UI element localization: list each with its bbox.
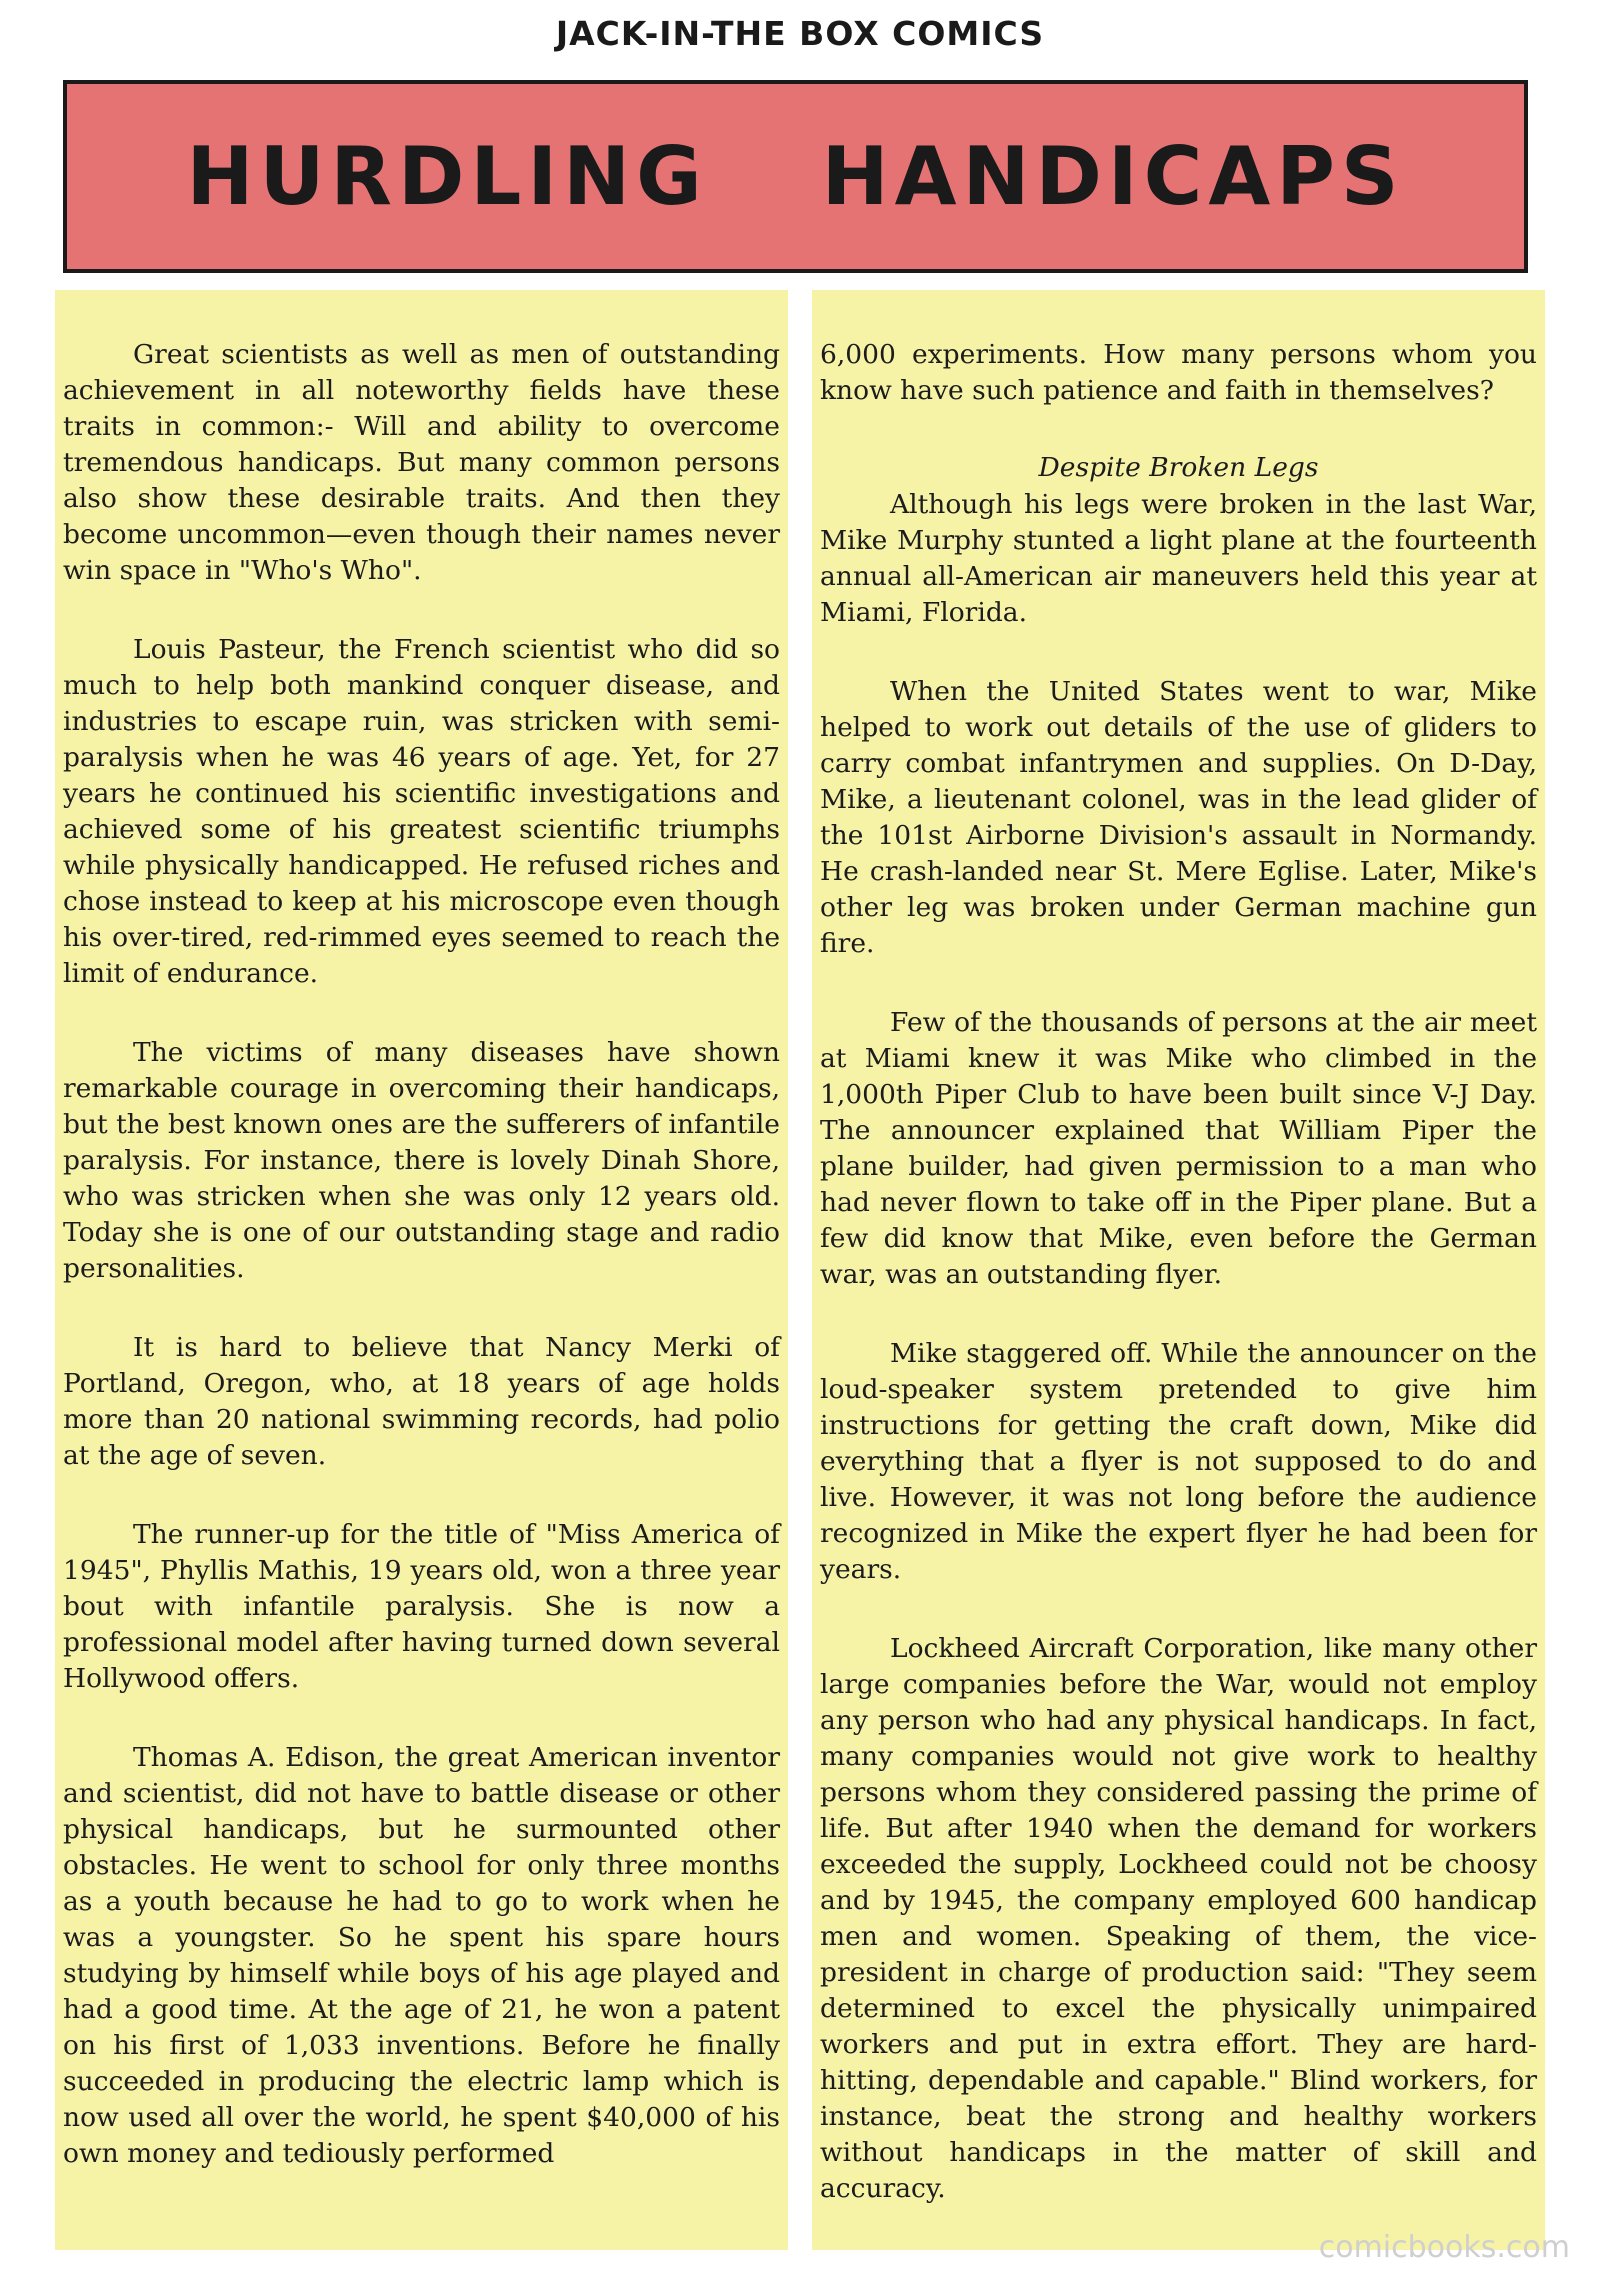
paragraph-phyllis-mathis: The runner-up for the title of "Miss America of 1945", Phyllis Mathis, 19 years old, won a three year bout with infantile paralysis. She is now a professional model after having turned down several Hollywood offers. [63, 1519, 780, 1694]
left-text-column [55, 290, 788, 2250]
paragraph-intro: Great scientists as well as men of outstanding achievement in all noteworthy fields have these traits in common:- Will and ability to overcome tremendous handicaps. But many common persons also show these desirable traits. And then they become uncommon—even though their names never win space in "Who's Who". [63, 339, 780, 586]
paragraph-pasteur: Louis Pasteur, the French scientist who did so much to help both mankind conquer disease, and industries to escape ruin, was stricken with semi-paralysis when he was 46 years of age. Yet, for 27 years he continued his scientific investigations and achieved some of his greatest scientific triumphs while physically handicapped. He refused riches and chose instead to keep at his microscope even though his over-tired, red-rimmed eyes seemed to reach the limit of endurance. [63, 634, 780, 989]
paragraph-infantile-paralysis: The victims of many diseases have shown remarkable courage in overcoming their handicaps, but the best known ones are the sufferers of infantile paralysis. For instance, there is lovely Dinah Shore, who was stricken when she was only 12 years old. Today she is one of our outstanding stage and radio personalities. [63, 1037, 780, 1284]
paragraph-air-meet: Few of the thousands of persons at the air meet at Miami knew it was Mike who climbed in the 1,000th Piper Club to have been built since V-J Day. The announcer explained that William Piper the plane builder, had given permission to a man who had never flown to take off in the Piper plane. But a few did know that Mike, even before the German war, was an outstanding flyer. [820, 1007, 1537, 1290]
paragraph-staggered-off: Mike staggered off. While the announcer on the loud-speaker system pretended to give him instructions for getting the craft down, Mike did everything that a flyer is not supposed to do and live. However, it was not long before the audience recognized in Mike the expert flyer he had been for years. [820, 1338, 1537, 1585]
subheading-despite-broken-legs: Despite Broken Legs [1038, 452, 1319, 483]
paragraph-experiments: 6,000 experiments. How many persons whom you know have such patience and faith in themselves? [820, 339, 1537, 406]
title-banner [63, 80, 1528, 273]
right-text-column [812, 290, 1545, 2250]
watermark: comicbooks.com [1318, 2230, 1570, 2265]
paragraph-gliders: When the United States went to war, Mike helped to work out details of the use of gliders to carry combat infantrymen and supplies. On D-Day, Mike, a lieutenant colonel, was in the lead glider of the 101st Airborne Division's assault in Normandy. He crash-landed near St. Mere Eglise. Later, Mike's other leg was broken under German machine gun fire. [820, 676, 1537, 959]
paragraph-lockheed: Lockheed Aircraft Corporation, like many other large companies before the War, would not employ any person who had any physical handicaps. In fact, many companies would not give work to healthy persons whom they considered passing the prime of life. But after 1940 when the demand for workers exceeded the supply, Lockheed could not be choosy and by 1945, the company employed 600 handicap men and women. Speaking of them, the vice-president in charge of production said: "They seem determined to excel the physically unimpaired workers and put in extra effort. They are hard-hitting, dependable and capable." Blind workers, for instance, beat the strong and healthy workers without handicaps in the matter of skill and accuracy. [820, 1633, 1537, 2204]
paragraph-edison: Thomas A. Edison, the great American inventor and scientist, did not have to battle disease or other physical handicaps, but he surmounted other obstacles. He went to school for only three months as a youth because he had to go to work when he was a youngster. So he spent his spare hours studying by himself while boys of his age played and had a good time. At the age of 21, he won a patent on his first of 1,033 inventions. Before he finally succeeded in producing the electric lamp which is now used all over the world, he spent $40,000 of his own money and tediously performed [63, 1742, 780, 2169]
article-title: HURDLING HANDICAPS [186, 130, 1405, 223]
paragraph-nancy-merki: It is hard to believe that Nancy Merki of Portland, Oregon, who, at 18 years of age holds more than 20 national swimming records, had polio at the age of seven. [63, 1332, 780, 1471]
page-header-title: JACK-IN-THE BOX COMICS [555, 14, 1045, 53]
paragraph-mike-murphy: Although his legs were broken in the last War, Mike Murphy stunted a light plane at the fourteenth annual all-American air maneuvers held this year at Miami, Florida. [820, 489, 1537, 628]
